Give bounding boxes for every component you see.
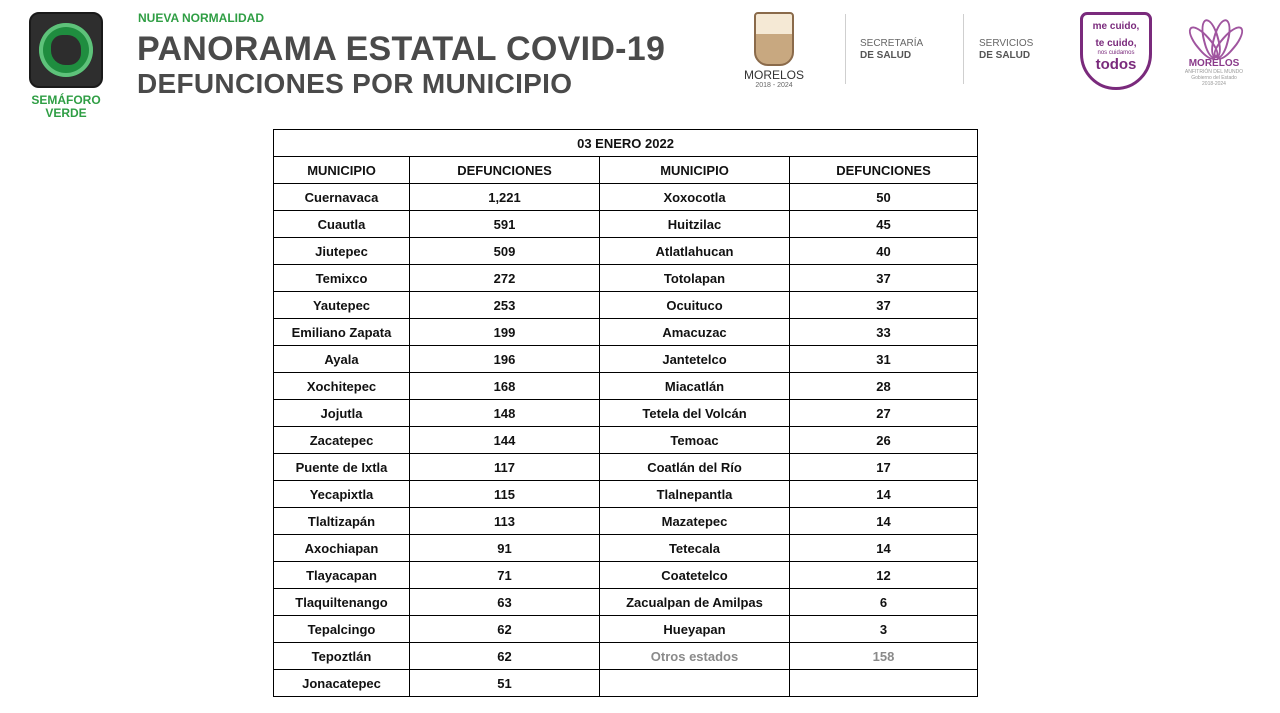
page-subtitle: DEFUNCIONES POR MUNICIPIO [137,68,573,99]
table-row [274,211,978,238]
defunciones-cell: 50 [790,184,978,211]
morelos-flower-logo: MORELOS ANFITRIÓN DEL MUNDO Gobierno del Estado 2018-2024 [1182,12,1246,87]
municipio-cell: Yautepec [274,292,410,319]
flower-icon [1189,12,1239,58]
municipio-cell: Axochiapan [274,535,410,562]
municipio-cell: Coatlán del Río [600,454,790,481]
table-row [274,427,978,454]
municipio-cell: Xoxocotla [600,184,790,211]
municipio-cell [600,670,790,697]
municipio-cell: Xochitepec [274,373,410,400]
table-row [274,265,978,292]
municipio-cell: Tetela del Volcán [600,400,790,427]
defunciones-cell: 144 [410,427,600,454]
defunciones-cell: 591 [410,211,600,238]
semaforo-logo [26,12,106,120]
semaforo-label: SEMÁFORO VERDE [31,93,101,120]
defunciones-cell: 148 [410,400,600,427]
defunciones-cell: 37 [790,265,978,292]
header-municipio-right: MUNICIPIO [600,157,790,184]
defunciones-cell: 28 [790,373,978,400]
defunciones-cell: 91 [410,535,600,562]
municipio-cell: Zacualpan de Amilpas [600,589,790,616]
municipio-cell: Tlalnepantla [600,481,790,508]
defunciones-cell: 168 [410,373,600,400]
table-row [274,616,978,643]
municipio-cell: Puente de Ixtla [274,454,410,481]
municipio-cell: Mazatepec [600,508,790,535]
secretaria-salud-logo: SECRETARÍA DE SALUD [860,38,924,61]
defunciones-cell: 115 [410,481,600,508]
municipio-cell: Temixco [274,265,410,292]
table-body [274,184,978,697]
defunciones-cell: 272 [410,265,600,292]
defunciones-cell: 37 [790,292,978,319]
defunciones-cell: 158 [790,643,978,670]
defunciones-cell: 71 [410,562,600,589]
municipio-cell: Temoac [600,427,790,454]
defunciones-cell: 117 [410,454,600,481]
municipio-cell: Tlaquiltenango [274,589,410,616]
defunciones-cell: 33 [790,319,978,346]
municipio-cell: Coatetelco [600,562,790,589]
table-row [274,481,978,508]
nueva-normalidad-label: NUEVA NORMALIDAD [138,11,264,25]
table-row [274,238,978,265]
municipio-cell: Jojutla [274,400,410,427]
defunciones-cell: 196 [410,346,600,373]
defunciones-cell: 63 [410,589,600,616]
defunciones-cell: 51 [410,670,600,697]
municipio-cell: Jantetelco [600,346,790,373]
defunciones-cell: 12 [790,562,978,589]
defunciones-cell: 26 [790,427,978,454]
municipio-cell: Tlaltizapán [274,508,410,535]
table-date: 03 ENERO 2022 [274,130,978,157]
header-defunciones-left: DEFUNCIONES [410,157,600,184]
municipio-cell: Atlatlahucan [600,238,790,265]
deaths-by-municipality-table [273,129,978,697]
municipio-cell: Tlayacapan [274,562,410,589]
defunciones-cell: 14 [790,535,978,562]
defunciones-cell: 1,221 [410,184,600,211]
municipio-cell: Otros estados [600,643,790,670]
morelos-logo: MORELOS 2018 - 2024 [737,12,811,89]
municipio-cell: Jonacatepec [274,670,410,697]
defunciones-cell: 14 [790,508,978,535]
table-row [274,346,978,373]
municipio-cell: Jiutepec [274,238,410,265]
defunciones-cell: 199 [410,319,600,346]
table-row [274,535,978,562]
municipio-cell: Huitzilac [600,211,790,238]
municipio-cell: Cuautla [274,211,410,238]
divider [963,14,964,84]
table-row [274,184,978,211]
municipio-cell: Zacatepec [274,427,410,454]
page-title: PANORAMA ESTATAL COVID-19 [137,30,666,68]
table-row [274,589,978,616]
municipio-cell: Yecapixtla [274,481,410,508]
header-defunciones-right: DEFUNCIONES [790,157,978,184]
table-row [274,562,978,589]
table-row [274,454,978,481]
defunciones-cell: 27 [790,400,978,427]
morelos-shield-icon [754,12,794,66]
table-row [274,508,978,535]
table-row [274,319,978,346]
defunciones-cell: 6 [790,589,978,616]
municipio-cell: Amacuzac [600,319,790,346]
header-municipio-left: MUNICIPIO [274,157,410,184]
defunciones-cell: 45 [790,211,978,238]
table-row [274,373,978,400]
traffic-light-icon [29,12,103,88]
divider [845,14,846,84]
defunciones-cell: 113 [410,508,600,535]
defunciones-cell: 40 [790,238,978,265]
defunciones-cell: 62 [410,616,600,643]
municipio-cell: Tepoztlán [274,643,410,670]
table-row [274,643,978,670]
defunciones-cell: 253 [410,292,600,319]
municipio-cell: Ocuituco [600,292,790,319]
defunciones-cell: 509 [410,238,600,265]
defunciones-cell: 62 [410,643,600,670]
table-row [274,400,978,427]
municipio-cell: Emiliano Zapata [274,319,410,346]
defunciones-cell [790,670,978,697]
defunciones-cell: 14 [790,481,978,508]
table-row [274,292,978,319]
municipio-cell: Miacatlán [600,373,790,400]
defunciones-cell: 3 [790,616,978,643]
municipio-cell: Tetecala [600,535,790,562]
table-row [274,670,978,697]
municipio-cell: Ayala [274,346,410,373]
me-cuido-logo: me cuido, te cuido, nos cuidamos todos [1080,12,1152,90]
municipio-cell: Totolapan [600,265,790,292]
defunciones-cell: 17 [790,454,978,481]
municipio-cell: Cuernavaca [274,184,410,211]
servicios-salud-logo: SERVICIOS DE SALUD [979,38,1034,61]
defunciones-cell: 31 [790,346,978,373]
municipio-cell: Tepalcingo [274,616,410,643]
municipio-cell: Hueyapan [600,616,790,643]
